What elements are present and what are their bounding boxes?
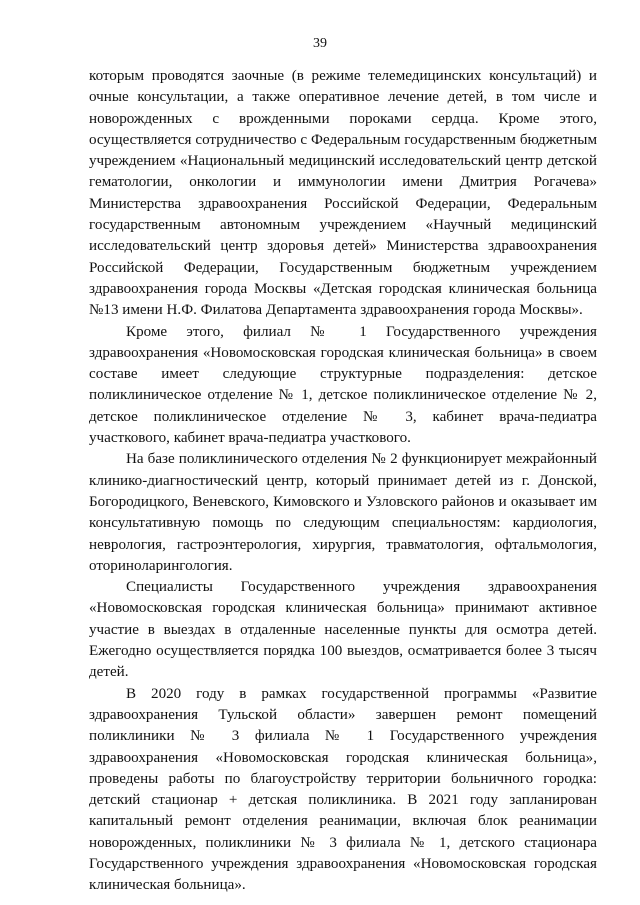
page-number: 39 [313,36,327,51]
paragraph-field-visits: Специалисты Государственного учреждения здравоохранения «Новомосковская городская клиническая больница» принимают активное участие в выездах в отдаленные населенные пункты для осмотра детей. Ежегодно осуществляется порядка 100 выездов, осматривается более 3 тысяч детей. [89,579,597,681]
paragraph-continuation: которым проводятся заочные (в режиме телемедицинских консультаций) и очные консультации, а также оперативное лечение детей, в том числе и новорожденных с врожденными пороками сердца. Кроме этого, осуществляется сотрудничество с Федеральным государственным бюджетным учреждением «Национальный медицинский исследовательский центр детской гематологии, онкологии и иммунологии имени Дмитрия Рогачева» Министерства здравоохранения Российской Федерации, Федеральным государственным автономным учреждением «Научный медицинский исследовательский центр здоровья детей» Министерства здравоохранения Российской Федерации, Государственным бюджетным учреждением здравоохранения города Москвы «Детская городская клиническая больница №13 имени Н.Ф. Филатова Департамента здравоохранения города Москвы». [89,68,597,319]
body-text [89,66,597,897]
paragraph-renovation: В 2020 году в рамках государственной программы «Развитие здравоохранения Тульской области» завершен ремонт помещений поликлиники № 3 филиала № 1 Государственного учреждения здравоохранения «Новомосковская городская клиническая больница», проведены работы по благоустройству территории больничного городка: детский стационар + детская поликлиника. В 2021 году запланирован капитальный ремонт отделения реанимации, включая блок реанимации новорожденных, поликлиники № 3 филиала № 1, детского стационара Государственного учреждения здравоохранения «Новомосковская городская клиническая больница». [89,685,597,894]
paragraph-diagnostic-center: На базе поликлинического отделения № 2 функционирует межрайонный клинико-диагностический центр, который принимает детей из г. Донской, Богородицкого, Веневского, Кимовского и Узловского районов и оказывает им консультативную помощь по следующим специальностям: кардиология, неврология, гастроэнтерология, хирургия, травматология, офтальмология, оториноларингология. [89,451,597,574]
paragraph-branch-structure: Кроме этого, филиал № 1 Государственного учреждения здравоохранения «Новомосковская городская клиническая больница» в своем составе имеет следующие структурные подразделения: детское поликлиническое отделение № 1, детское поликлиническое отделение № 2, детское поликлиническое отделение № 3, кабинет врача-педиатра участкового, кабинет врача-педиатра участкового. [89,323,597,447]
